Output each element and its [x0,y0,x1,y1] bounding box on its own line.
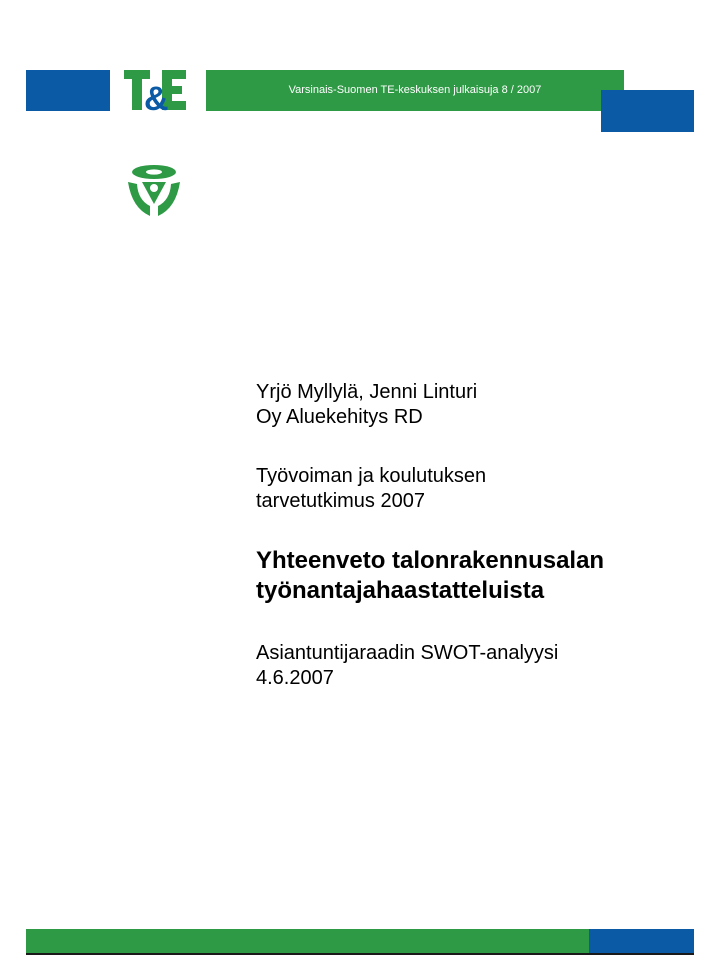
title-line-2: työnantajahaastatteluista [256,577,545,604]
subtitle-date: 4.6.2007 [256,667,334,689]
header-blue-block-left [26,70,110,111]
authors-block [256,380,477,430]
title-line-1: Yhteenveto talonrakennusalan [256,547,605,574]
footer-divider [26,953,694,955]
publication-series-text: Varsinais-Suomen TE-keskuksen julkaisuja 8 / 2007 [288,84,542,96]
publication-series-banner [206,70,624,111]
te-logo-icon [122,68,188,114]
series-line-1: Työvoiman ja koulutuksen [256,465,487,487]
author-organization: Oy Aluekehitys RD [256,406,423,428]
subtitle-block [256,641,558,691]
svg-text:&: & [144,80,169,114]
author-names: Yrjö Myllylä, Jenni Linturi [256,381,478,403]
ministry-emblem-icon [126,162,182,218]
header-blue-block-right [601,90,694,132]
document-title [256,546,604,606]
subtitle-line-1: Asiantuntijaraadin SWOT-analyysi [256,642,559,664]
footer-green-bar [26,929,589,953]
study-series-block [256,464,486,514]
series-line-2: tarvetutkimus 2007 [256,490,425,512]
footer-blue-bar [589,929,694,953]
